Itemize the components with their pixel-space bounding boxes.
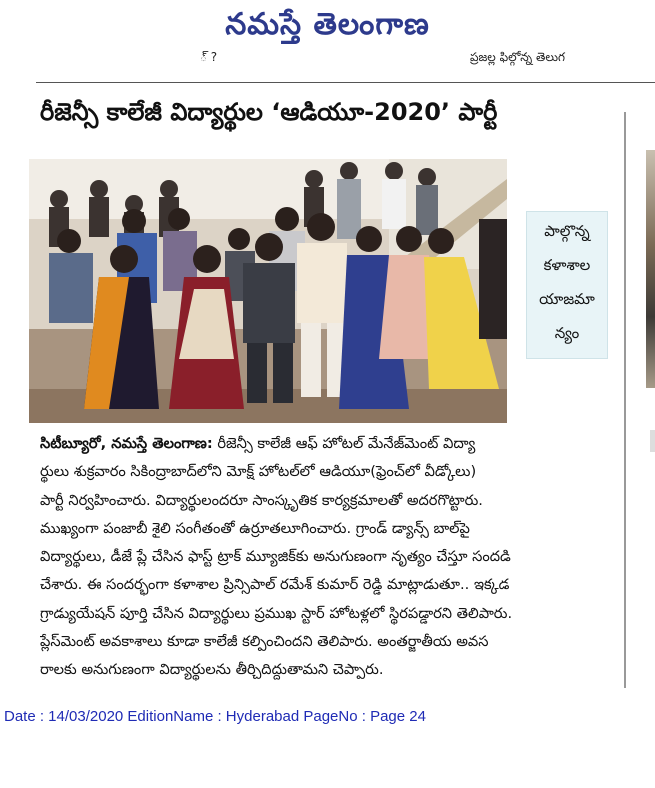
edition-footer: Date : 14/03/2020 EditionName : Hyderabad PageNo : Page 24 xyxy=(4,708,426,725)
body-line: పార్టీ నిర్వహించారు. విద్యార్థులందరూ సాంస్కృతిక కార్యక్రమాలతో అదరగొట్టారు. xyxy=(40,491,483,509)
body-line: రాలకు అనుగుణంగా విద్యార్థులను తీర్చిదిద్దుతామని చెప్పారు. xyxy=(40,661,384,679)
body-line: గ్రాడ్యుయేషన్ పూర్తి చేసిన విద్యార్థులు ప్రముఖ స్టార్ హోటళ్లలో స్థిరపడ్డారని తెలిపారు. xyxy=(40,604,513,622)
body-line: చేశారు. ఈ సందర్భంగా కళాశాల ప్రిన్సిపాల్ రమేశ్ కుమార్ రెడ్డి మాట్లాడుతూ.. ఇక్కడ xyxy=(40,576,510,594)
article-photo xyxy=(29,159,507,423)
subhead-fragment-left: ్ ? xyxy=(200,50,218,64)
body-line: విద్యార్థులు, డీజే ప్లే చేసిన ఫాస్ట్ ట్రాక్ మ్యూజిక్‌కు అనుగుణంగా నృత్యం చేస్తూ సందడి xyxy=(40,548,511,566)
article-headline: రీజెన్సీ కాలేజీ విద్యార్థుల ‘ఆడియూ-2020’ పార్టీ xyxy=(40,98,498,126)
caption-line: యాజమా xyxy=(539,290,595,308)
photo-caption xyxy=(526,211,608,359)
dateline: సిటీబ్యూరో, నమస్తే తెలంగాణ: xyxy=(40,435,213,452)
body-line: ముఖ్యంగా పంజాబీ శైలి సంగీతంతో ఉర్రూతలూగించారు. గ్రాండ్ డ్యాన్స్ బాల్‌పై xyxy=(40,519,470,537)
body-line: ర్థులు శుక్రవారం సికింద్రాబాద్‌లోని మోక్ష్ హోటల్‌లో ఆడియూ(ఫ్రెంచ్‌లో వీడ్కోలు) xyxy=(40,463,477,481)
caption-line: న్యం xyxy=(554,324,580,342)
adjacent-article-edge xyxy=(650,430,655,452)
adjacent-photo-edge xyxy=(646,150,655,388)
caption-line: కళాశాల xyxy=(543,256,591,274)
caption-line: పాల్గొన్న xyxy=(544,222,590,240)
body-line: ప్లేస్‌మెంట్ అవకాశాలు కూడా కాలేజీ కల్పించిందని తెలిపారు. అంతర్జాతీయ అవస xyxy=(40,633,489,651)
column-divider xyxy=(624,112,626,688)
body-line-text: రీజెన్సీ కాలేజీ ఆఫ్ హోటల్ మేనేజ్‌మెంట్ విద్యా xyxy=(212,435,476,452)
newspaper-masthead: నమస్తే తెలంగాణ xyxy=(225,7,430,42)
subhead-fragment-right: ప్రజల్ల ఫిల్గోన్న తెలుగ xyxy=(470,50,566,64)
top-divider xyxy=(36,82,655,83)
article-body xyxy=(40,430,608,685)
body-line xyxy=(40,430,608,458)
